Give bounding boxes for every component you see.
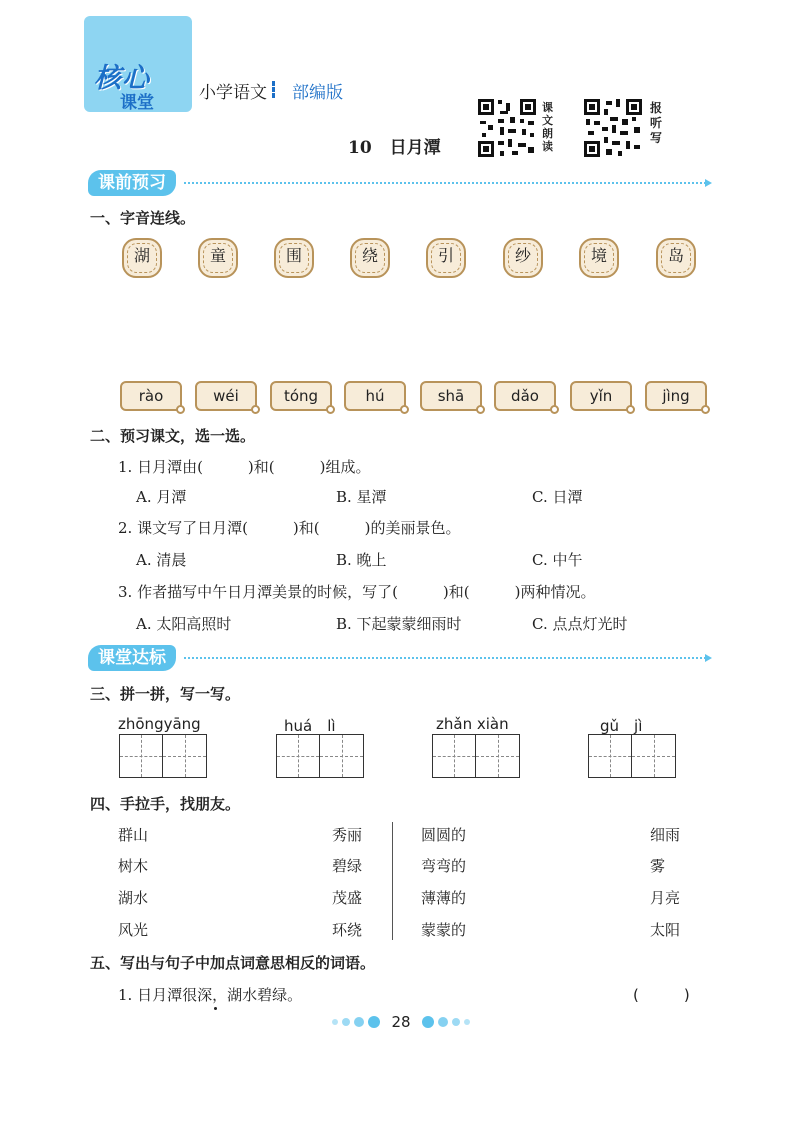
q2-item-1-option-c[interactable]: C. 日潭: [532, 488, 583, 506]
page-footer: [316, 1011, 486, 1031]
pinyin-box[interactable]: hú: [344, 381, 406, 411]
character-box[interactable]: [198, 238, 238, 278]
q2-item-2-option-b[interactable]: B. 晚上: [336, 551, 387, 569]
lesson-number: 10: [348, 138, 372, 158]
match-word-right-col1[interactable]: 薄薄的: [421, 889, 467, 907]
pinyin-box[interactable]: yǐn: [570, 381, 632, 411]
question-1-title: 一、字音连线。: [90, 209, 196, 227]
match-word-left-col2[interactable]: 秀丽: [332, 826, 363, 844]
writing-grid-2[interactable]: [276, 734, 364, 778]
pinyin-box[interactable]: tóng: [270, 381, 332, 411]
match-word-left-col1[interactable]: 群山: [118, 826, 149, 844]
pinyin-box[interactable]: shā: [420, 381, 482, 411]
match-word-right-col1[interactable]: 圆圆的: [421, 826, 467, 844]
character-label: 境: [590, 246, 607, 265]
q5-item-1: 1. 日月潭很深，湖水碧绿。: [118, 986, 303, 1004]
character-label: 围: [285, 246, 302, 265]
q2-item-2-option-a[interactable]: A. 清晨: [136, 551, 187, 569]
lesson-title: [348, 133, 441, 158]
match-word-left-col2[interactable]: 茂盛: [332, 889, 363, 907]
character-box[interactable]: [503, 238, 543, 278]
character-label: 绕: [361, 246, 378, 265]
character-label: 纱: [514, 246, 531, 265]
q2-item-3-option-b[interactable]: B. 下起蒙蒙细雨时: [336, 615, 462, 633]
q3-pinyin-3: zhǎn xiàn: [436, 715, 509, 733]
section-divider: [184, 182, 706, 184]
match-word-right-col2[interactable]: 细雨: [650, 826, 681, 844]
section-divider: [184, 657, 706, 659]
character-label: 湖: [133, 246, 150, 265]
match-word-left-col1[interactable]: 湖水: [118, 889, 149, 907]
q2-item-3-stem: 3. 作者描写中午日月潭美景的时候，写了( )和( )两种情况。: [118, 583, 596, 601]
q2-item-3-option-c[interactable]: C. 点点灯光时: [532, 615, 628, 633]
q3-pinyin-1: zhōngyāng: [118, 715, 201, 733]
match-word-right-col1[interactable]: 弯弯的: [421, 857, 467, 875]
qr-label-dictation: 报听写: [650, 101, 663, 145]
pinyin-box[interactable]: dǎo: [494, 381, 556, 411]
character-label: 童: [209, 246, 226, 265]
match-word-right-col1[interactable]: 蒙蒙的: [421, 921, 467, 939]
pinyin-box[interactable]: rào: [120, 381, 182, 411]
question-4-title: 四、手拉手，找朋友。: [90, 795, 241, 813]
match-word-left-col1[interactable]: 树木: [118, 857, 149, 875]
qr-label-reading: 课文朗读: [542, 101, 553, 153]
edition-separator: [272, 81, 278, 97]
character-box[interactable]: [350, 238, 390, 278]
question-2-title: 二、预习课文，选一选。: [90, 427, 256, 445]
match-word-left-col2[interactable]: 碧绿: [332, 857, 363, 875]
character-box[interactable]: [274, 238, 314, 278]
logo: [84, 16, 192, 112]
q2-item-1-option-a[interactable]: A. 月潭: [136, 488, 187, 506]
lesson-name: 日月潭: [389, 138, 441, 158]
pinyin-box[interactable]: wéi: [195, 381, 257, 411]
question-3-title: 三、拼一拼，写一写。: [90, 685, 241, 703]
qr-code-dictation[interactable]: [582, 97, 644, 159]
q2-item-2-stem: 2. 课文写了日月潭( )和( )的美丽景色。: [118, 519, 461, 537]
character-box[interactable]: [579, 238, 619, 278]
edition-label: 部编版: [292, 83, 343, 103]
q2-item-2-option-c[interactable]: C. 中午: [532, 551, 583, 569]
character-label: 岛: [667, 246, 684, 265]
section-banner-preview: 课前预习: [88, 170, 176, 196]
column-divider: [392, 822, 393, 940]
q2-item-1-option-b[interactable]: B. 星潭: [336, 488, 387, 506]
subject-label: 小学语文: [199, 83, 267, 103]
arrow-icon: [705, 654, 712, 662]
character-label: 引: [437, 246, 454, 265]
arrow-icon: [705, 179, 712, 187]
qr-code-reading[interactable]: [476, 97, 538, 159]
character-box[interactable]: [426, 238, 466, 278]
character-box[interactable]: [122, 238, 162, 278]
match-word-right-col2[interactable]: 雾: [650, 857, 666, 875]
match-word-right-col2[interactable]: 月亮: [650, 889, 681, 907]
emphasis-dot: [214, 1007, 217, 1010]
pinyin-box[interactable]: jìng: [645, 381, 707, 411]
q3-pinyin-2: huá lì: [284, 717, 336, 735]
section-banner-classroom: 课堂达标: [88, 645, 176, 671]
match-word-left-col2[interactable]: 环绕: [332, 921, 363, 939]
q2-item-3-option-a[interactable]: A. 太阳高照时: [136, 615, 232, 633]
q3-pinyin-4: gǔ jì: [600, 717, 643, 735]
question-5-title: 五、写出与句子中加点词意思相反的词语。: [90, 954, 376, 972]
character-box[interactable]: [656, 238, 696, 278]
match-word-right-col2[interactable]: 太阳: [650, 921, 681, 939]
match-word-left-col1[interactable]: 风光: [118, 921, 149, 939]
writing-grid-4[interactable]: [588, 734, 676, 778]
page-number: 28: [391, 1012, 411, 1031]
writing-grid-1[interactable]: [119, 734, 207, 778]
q5-answer-blank[interactable]: ( ): [633, 986, 690, 1004]
logo-line1: 核心: [94, 63, 150, 94]
writing-grid-3[interactable]: [432, 734, 520, 778]
logo-line2: 课堂: [120, 93, 154, 113]
q2-item-1-stem: 1. 日月潭由( )和( )组成。: [118, 458, 371, 476]
